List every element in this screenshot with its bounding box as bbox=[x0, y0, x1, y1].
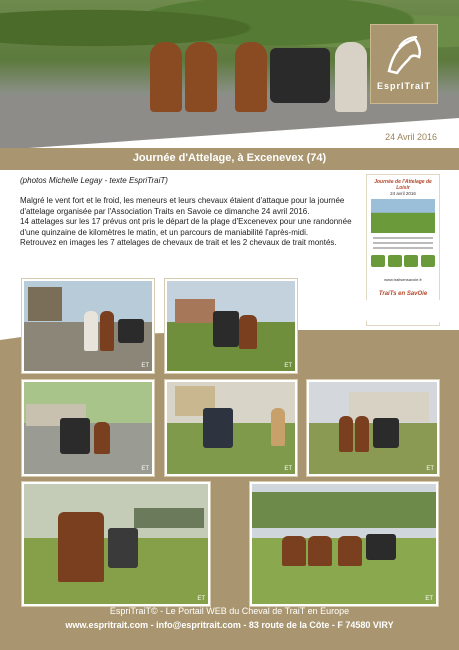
sponsor-logo bbox=[421, 255, 435, 267]
photo-watermark: ET bbox=[141, 466, 149, 472]
photo-watermark: ET bbox=[284, 466, 292, 472]
gallery-photo[interactable] bbox=[22, 279, 154, 373]
hero-carriage bbox=[270, 48, 330, 103]
photo-watermark: ET bbox=[141, 363, 149, 369]
poster-date: 24 avril 2016 bbox=[390, 191, 416, 196]
gallery-photo[interactable] bbox=[165, 380, 297, 476]
gallery-photo[interactable] bbox=[22, 380, 154, 476]
gallery-photo[interactable] bbox=[22, 482, 210, 606]
sponsor-logo bbox=[388, 255, 402, 267]
photo-watermark: ET bbox=[426, 466, 434, 472]
paragraph: 14 attelages sur les 17 prévus ont pris le départ de la plage d'Excenevex pour une randonnée d'une quinzaine de kilomètres le matin, et un parcours de maniabilité l'après-midi. bbox=[20, 217, 352, 237]
poster-footer: TraiTs en SavOie bbox=[378, 291, 428, 297]
article-title: Journée d'Attelage, à Excenevex (74) bbox=[132, 152, 327, 164]
title-band bbox=[0, 148, 459, 170]
gallery-photo[interactable] bbox=[165, 279, 297, 373]
poster-text-line bbox=[373, 242, 433, 244]
gallery-photo[interactable] bbox=[307, 380, 439, 476]
poster-photo bbox=[371, 199, 435, 233]
hero-horse bbox=[185, 42, 217, 112]
footer-contact[interactable]: www.espritrait.com - info@espritrait.com - 83 route de la Côte - F 74580 VIRY bbox=[65, 620, 394, 630]
photo-watermark: ET bbox=[425, 596, 433, 602]
paragraph: Malgré le vent fort et le froid, les meneurs et leurs chevaux étaient d'attaque pour la journée d'attelage organisée par l'Association Traits en Savoie ce dimanche 24 avril 2016. bbox=[20, 196, 345, 216]
article-body bbox=[20, 196, 366, 249]
article-date: 24 Avril 2016 bbox=[385, 132, 437, 142]
footer-tagline: EspriTraiT© - Le Portail WEB du Cheval de TraiT en Europe bbox=[109, 606, 350, 616]
poster-text-line bbox=[373, 247, 433, 249]
sponsor-logo bbox=[404, 255, 418, 267]
sponsor-logo bbox=[371, 255, 385, 267]
photo-watermark: ET bbox=[197, 596, 205, 602]
hero-horse bbox=[150, 42, 182, 112]
logo-text: EsprITraiT bbox=[376, 81, 431, 91]
date-bar bbox=[0, 128, 459, 148]
gallery-photo[interactable] bbox=[250, 482, 438, 606]
paragraph: Retrouvez en images les 7 attelages de chevaux de trait et les 2 chevaux de trait montés. bbox=[20, 238, 337, 247]
poster-sponsor-logos bbox=[371, 255, 435, 269]
poster-text-line bbox=[373, 237, 433, 239]
hero-horse bbox=[235, 42, 267, 112]
page-footer bbox=[0, 600, 459, 650]
poster-url: www.traitsensavoie.fr bbox=[384, 277, 422, 282]
photo-credit: (photos Michelle Legay - texte EspriTraiT) bbox=[20, 176, 168, 185]
espritrait-logo[interactable] bbox=[370, 24, 438, 104]
photo-watermark: ET bbox=[284, 363, 292, 369]
horse-head-icon bbox=[379, 33, 429, 77]
poster-title: Journée de l'Attelage de Loisir bbox=[374, 179, 432, 191]
hero-horse bbox=[335, 42, 367, 112]
